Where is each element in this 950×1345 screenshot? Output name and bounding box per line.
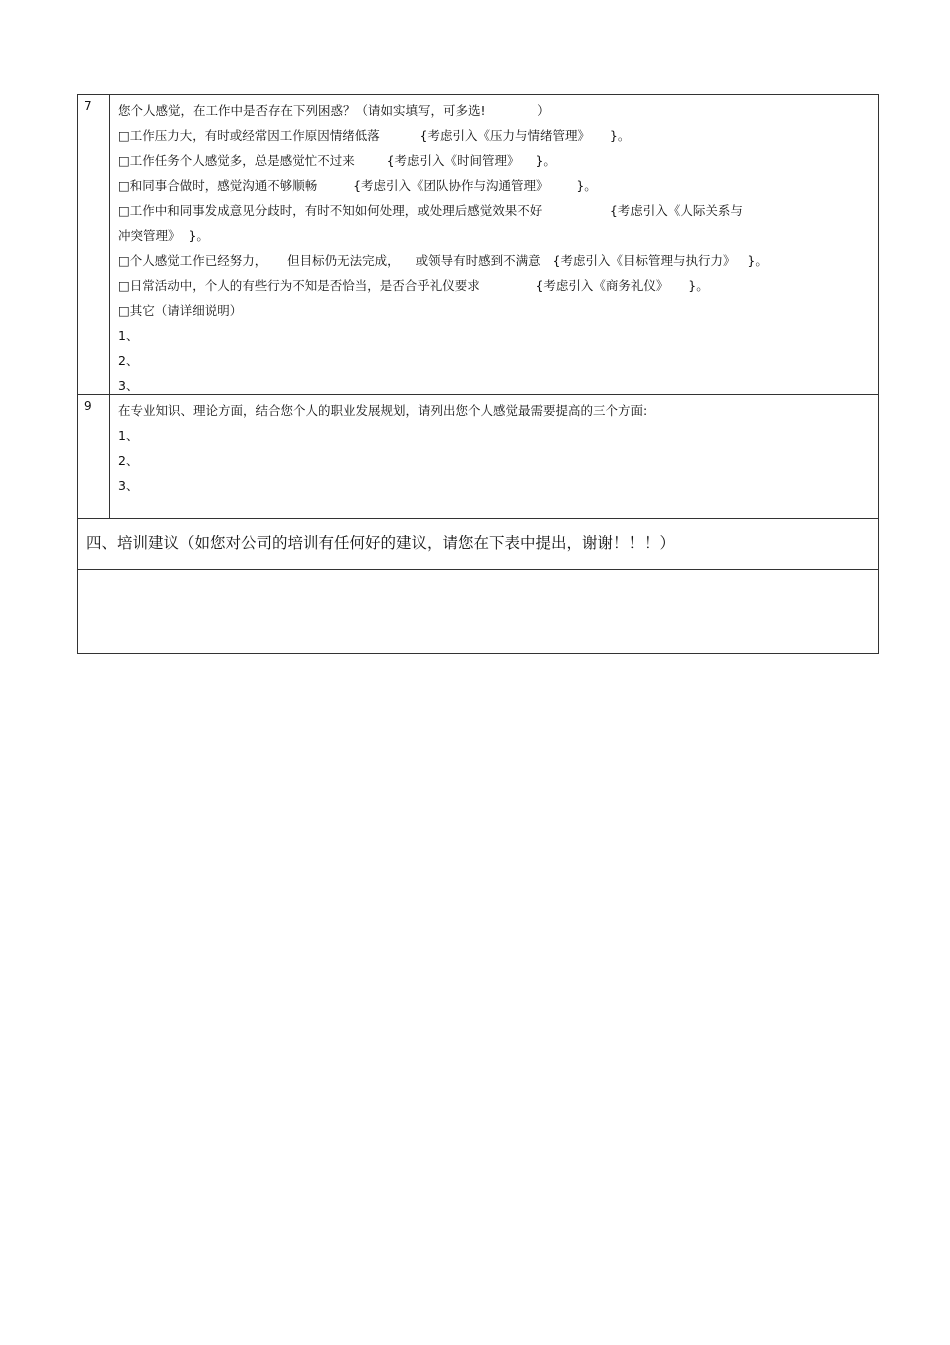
other-item-3[interactable]: 3、 (118, 378, 139, 393)
other-item-1[interactable]: 1、 (118, 328, 139, 343)
option-stress[interactable]: □工作压力大，有时或经常因工作原因情绪低落 {考虑引入《压力与情绪管理》 }。 (118, 128, 631, 143)
section-4-header-row (78, 519, 878, 570)
option-goals[interactable]: □个人感觉工作已经努力， 但目标仍无法完成， 或领导有时感到不满意 {考虑引入《目标管理与执行力》 }。 (118, 253, 768, 268)
option-other[interactable]: □其它（请详细说明） (118, 303, 243, 318)
option-time[interactable]: □工作任务个人感觉多，总是感觉忙不过来 {考虑引入《时间管理》 }。 (118, 153, 556, 168)
suggestion-input-area[interactable] (78, 570, 878, 653)
option-communication[interactable]: □和同事合做时，感觉沟通不够顺畅 {考虑引入《团队协作与沟通管理》 }。 (118, 178, 597, 193)
question-number: 7 (78, 95, 110, 394)
question-7-row (78, 95, 878, 395)
section-4-title: 四、培训建议（如您对公司的培训有任何好的建议，请您在下表中提出，谢谢！！！） (86, 534, 676, 552)
answer-item-3[interactable]: 3、 (118, 478, 139, 493)
survey-table (77, 94, 879, 654)
other-item-2[interactable]: 2、 (118, 353, 139, 368)
option-etiquette[interactable]: □日常活动中，个人的有些行为不知是否恰当，是否合乎礼仪要求 {考虑引入《商务礼仪》 }。 (118, 278, 709, 293)
question-9-content (110, 395, 878, 518)
question-7-content (110, 95, 878, 394)
question-7-prompt: 您个人感觉，在工作中是否存在下列困惑？（请如实填写，可多选! ） (118, 103, 550, 118)
question-9-row (78, 395, 878, 519)
answer-item-1[interactable]: 1、 (118, 428, 139, 443)
question-9-prompt: 在专业知识、理论方面，结合您个人的职业发展规划，请列出您个人感觉最需要提高的三个方面: (118, 403, 648, 418)
option-conflict-continued: 冲突管理》 }。 (118, 228, 209, 243)
answer-item-2[interactable]: 2、 (118, 453, 139, 468)
question-number: 9 (78, 395, 110, 518)
option-conflict[interactable]: □工作中和同事发成意见分歧时，有时不知如何处理，或处理后感觉效果不好 {考虑引入《人际关系与 (118, 203, 743, 218)
